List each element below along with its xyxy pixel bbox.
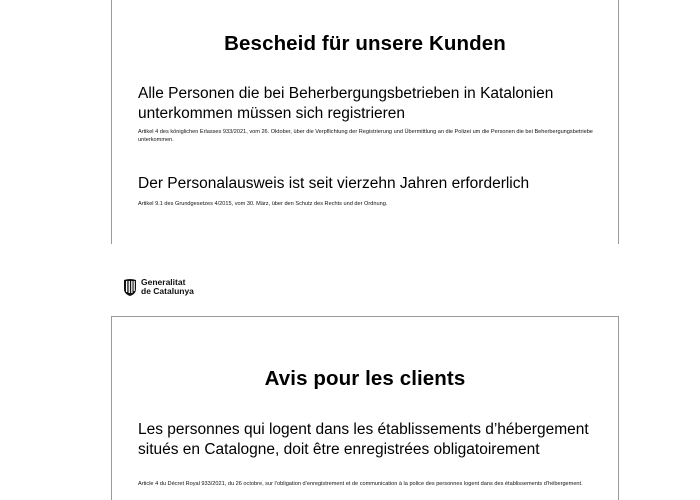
registration-legal-note: Artikel 4 des königlichen Erlasses 933/2021, vom 26. Oktober, über die Verpflichtung der Registrierung und Übermittlung an die Polizei um die Personen die bei Beherbergungsbetriebe unterkommen. [138, 129, 593, 143]
generalitat-logo [123, 276, 194, 298]
notice-german [111, 0, 619, 244]
notice-french [111, 316, 619, 500]
id-card-legal-note: Artikel 9.1 des Grundgesetzes 4/2015, vom 30. März, über den Schutz des Rechts und der Ordnung. [138, 201, 388, 207]
notice-title: Bescheid für unsere Kunden [224, 32, 506, 55]
registration-heading: Les personnes qui logent dans les établissements d’hébergement situés en Catalogne, doit être enregistrées obligatoirement [138, 421, 589, 458]
registration-legal-note: Article 4 du Décret Royal 933/2021, du 26 octobre, sur l’obligation d’enregistrement et de communication à la police des personnes logent dans des établissements d’hébergement. [138, 481, 583, 487]
registration-heading: Alle Personen die bei Beherbergungsbetrieben in Katalonien unterkommen müssen sich registrieren [138, 85, 554, 122]
notice-title: Avis pour les clients [264, 367, 466, 390]
id-card-heading: Der Personalausweis ist seit vierzehn Jahren erforderlich [138, 175, 530, 192]
logo-line-1: Generalitat [141, 277, 186, 287]
generalitat-emblem-icon [123, 278, 137, 296]
logo-line-2: de Catalunya [141, 286, 194, 296]
